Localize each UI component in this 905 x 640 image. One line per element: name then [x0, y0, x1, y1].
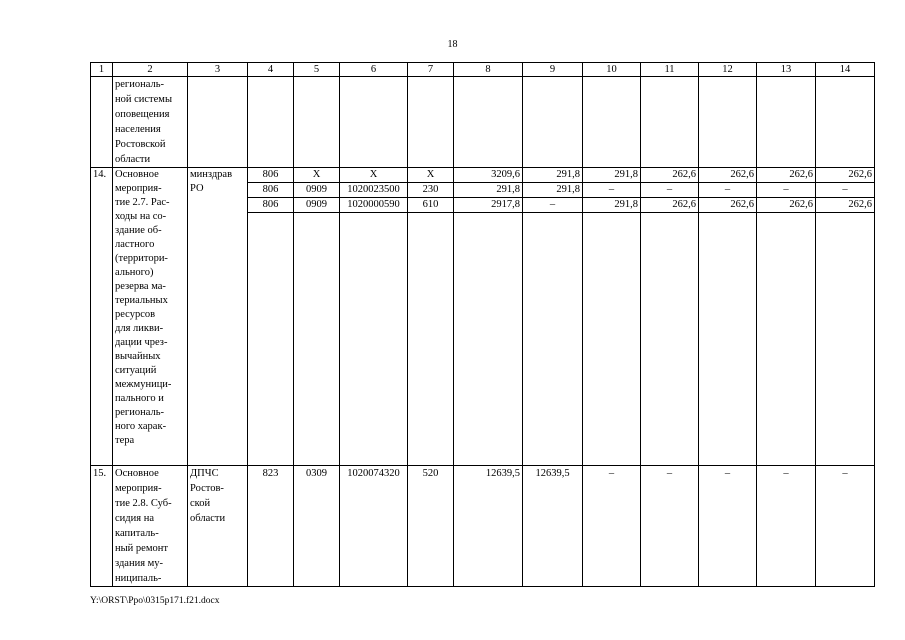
- total-value: 3209,6: [454, 168, 523, 183]
- page-number: 18: [447, 39, 458, 50]
- rzpr-code: 0309: [294, 466, 340, 587]
- year-value: 12639,5: [523, 466, 583, 587]
- total-value: 291,8: [454, 183, 523, 198]
- year-value: 291,8: [523, 168, 583, 183]
- csr-code: 1020000590: [340, 198, 408, 213]
- vr-code: Х: [408, 168, 454, 183]
- table-row-continuation: [91, 77, 875, 168]
- vr-code: 230: [408, 183, 454, 198]
- year-value: 262,6: [641, 198, 699, 213]
- col-header-1: 1: [91, 63, 113, 77]
- rzpr-code: Х: [294, 168, 340, 183]
- csr-code: 1020074320: [340, 466, 408, 587]
- activity-name: Основное мероприя- тие 2.8. Суб- сидия на капиталь- ный ремонт здания му- ниципаль-: [113, 466, 188, 587]
- col-header-3: 3: [188, 63, 248, 77]
- year-value: 262,6: [641, 168, 699, 183]
- year-value: –: [641, 183, 699, 198]
- year-value: 262,6: [816, 198, 875, 213]
- col-header-10: 10: [583, 63, 641, 77]
- col-header-6: 6: [340, 63, 408, 77]
- table-row: [91, 168, 875, 183]
- year-value: 262,6: [757, 198, 816, 213]
- col-header-7: 7: [408, 63, 454, 77]
- year-value: –: [816, 466, 875, 587]
- year-value: 262,6: [816, 168, 875, 183]
- rzpr-code: 0909: [294, 198, 340, 213]
- col-header-12: 12: [699, 63, 757, 77]
- csr-code: Х: [340, 168, 408, 183]
- activity-name: Основное мероприя- тие 2.7. Рас- ходы на со- здание об- ластного (территори- ального) резерва ма- териальных ресурсов для ликви- дации чрез- вычайных ситуаций межмуници- пального и региональ- ного харак- тера: [113, 168, 188, 466]
- col-header-11: 11: [641, 63, 699, 77]
- year-value: –: [523, 198, 583, 213]
- total-value: 12639,5: [454, 466, 523, 587]
- row-number: 14.: [91, 168, 113, 466]
- year-value: –: [816, 183, 875, 198]
- year-value: –: [699, 183, 757, 198]
- col-header-2: 2: [113, 63, 188, 77]
- executor: ДПЧС Ростов- ской области: [188, 466, 248, 587]
- year-value: 291,8: [523, 183, 583, 198]
- grbs-code: 823: [248, 466, 294, 587]
- col-header-4: 4: [248, 63, 294, 77]
- table-row: [91, 466, 875, 587]
- year-value: 262,6: [757, 168, 816, 183]
- year-value: 291,8: [583, 198, 641, 213]
- continuation-name: региональ- ной системы оповещения населения Ростовской области: [113, 77, 188, 168]
- year-value: –: [583, 466, 641, 587]
- year-value: –: [641, 466, 699, 587]
- vr-code: 610: [408, 198, 454, 213]
- budget-table: [90, 62, 875, 587]
- year-value: –: [757, 466, 816, 587]
- year-value: 262,6: [699, 198, 757, 213]
- col-header-5: 5: [294, 63, 340, 77]
- col-header-8: 8: [454, 63, 523, 77]
- executor: минздрав РО: [188, 168, 248, 466]
- total-value: 2917,8: [454, 198, 523, 213]
- grbs-code: 806: [248, 168, 294, 183]
- file-path-footer: Y:\ORST\Ppo\0315p171.f21.docx: [90, 596, 220, 606]
- col-header-14: 14: [816, 63, 875, 77]
- year-value: –: [699, 466, 757, 587]
- year-value: –: [583, 183, 641, 198]
- rzpr-code: 0909: [294, 183, 340, 198]
- year-value: 291,8: [583, 168, 641, 183]
- row-number: 15.: [91, 466, 113, 587]
- csr-code: 1020023500: [340, 183, 408, 198]
- col-header-9: 9: [523, 63, 583, 77]
- grbs-code: 806: [248, 183, 294, 198]
- grbs-code: 806: [248, 198, 294, 213]
- year-value: –: [757, 183, 816, 198]
- column-header-row: [91, 63, 875, 77]
- col-header-13: 13: [757, 63, 816, 77]
- vr-code: 520: [408, 466, 454, 587]
- year-value: 262,6: [699, 168, 757, 183]
